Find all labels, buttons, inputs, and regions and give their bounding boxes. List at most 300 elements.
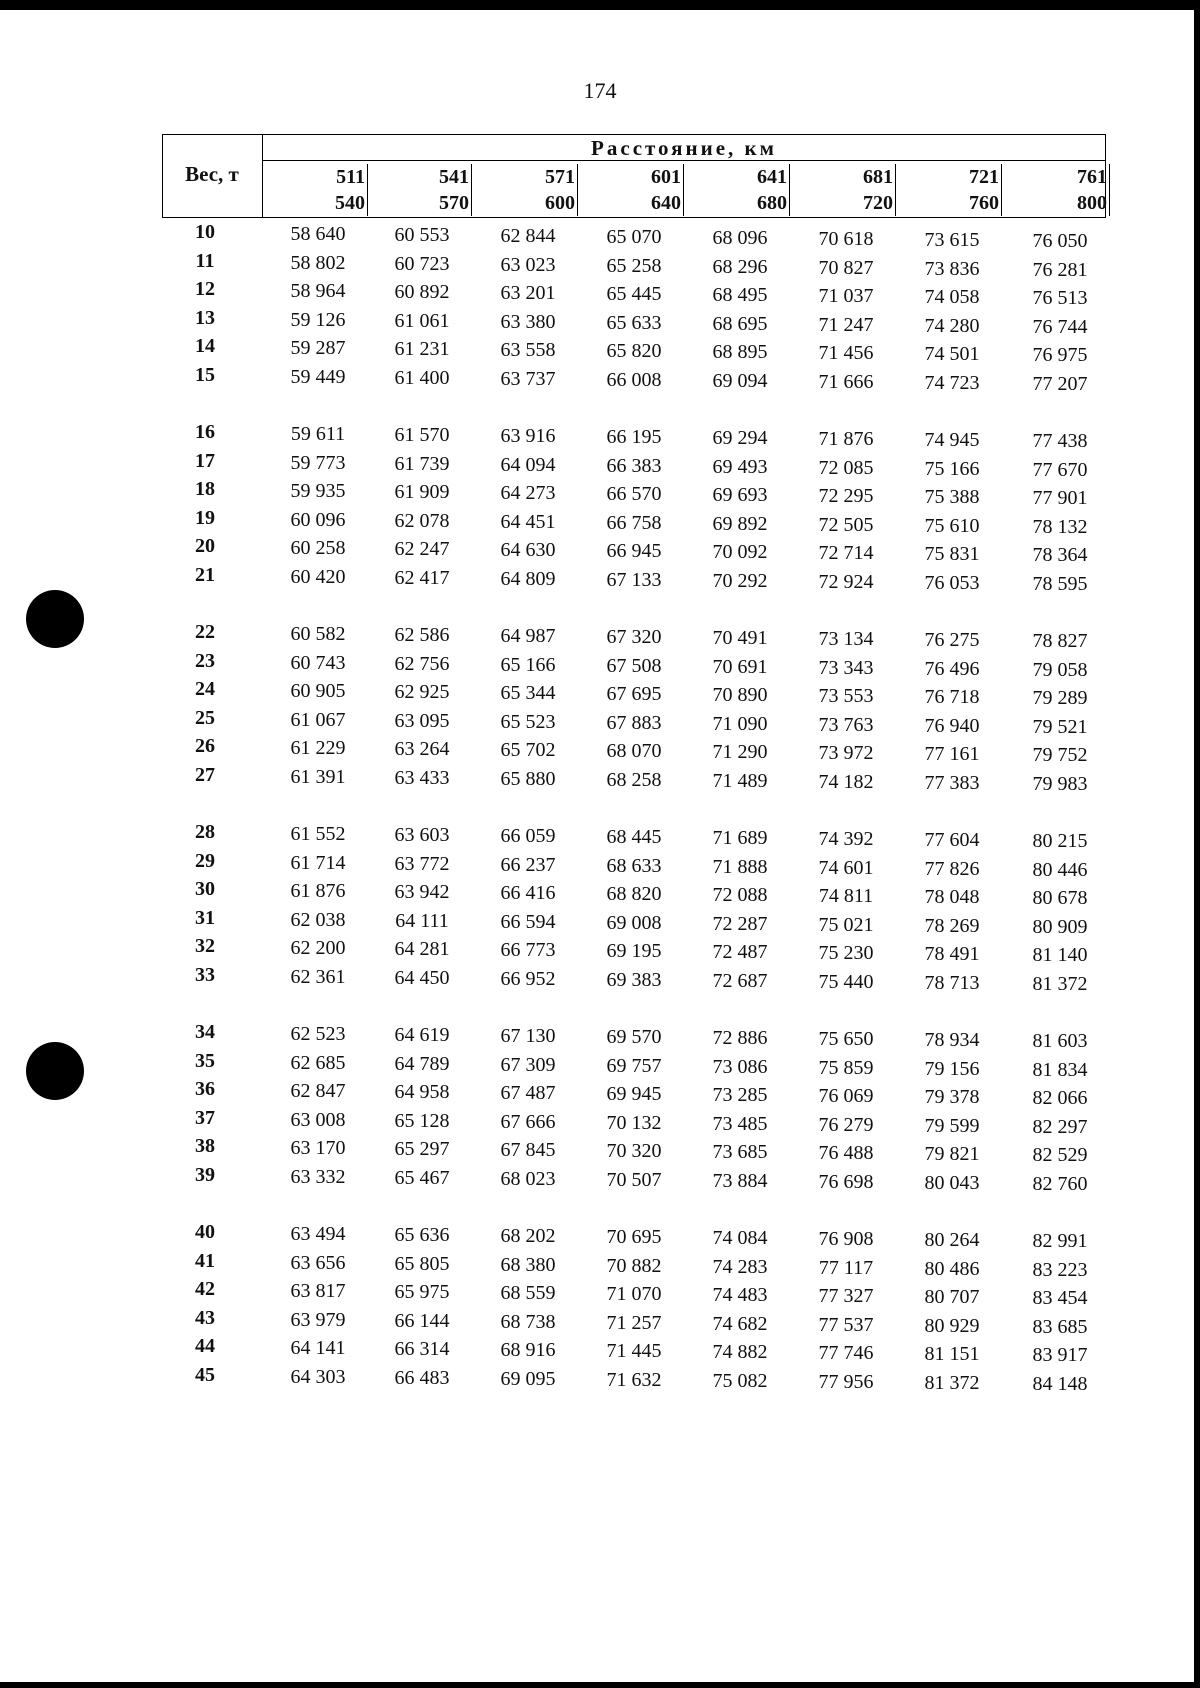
price-cell: 71 689 (712, 827, 768, 849)
price-cell: 74 601 (818, 856, 874, 879)
price-cell: 76 513 (1032, 287, 1088, 309)
price-cell: 79 821 (924, 1143, 980, 1165)
price-cell: 80 043 (924, 1171, 980, 1194)
price-cell: 63 737 (500, 367, 556, 390)
weight-cell: 26 (195, 735, 215, 757)
price-cell: 76 279 (818, 1113, 874, 1136)
scan-border-top (0, 0, 1200, 10)
price-cell: 68 820 (606, 883, 662, 905)
price-cell: 74 483 (712, 1284, 768, 1306)
price-cell: 68 445 (606, 826, 662, 848)
distance-range-header (1010, 164, 1110, 216)
price-cell: 78 491 (924, 943, 980, 965)
distance-range-header (690, 164, 790, 216)
weight-cell: 45 (195, 1363, 215, 1386)
price-cell: 80 264 (924, 1229, 980, 1251)
price-cell: 62 200 (290, 937, 346, 959)
price-cell: 71 290 (712, 741, 768, 763)
price-cell: 76 908 (818, 1228, 874, 1250)
price-cell: 63 380 (500, 310, 556, 333)
price-cell: 81 372 (1032, 972, 1088, 995)
price-cell: 73 884 (712, 1169, 768, 1192)
price-cell: 71 257 (606, 1311, 662, 1334)
price-cell: 68 096 (712, 227, 768, 249)
price-cell: 62 523 (290, 1023, 346, 1045)
price-cell: 61 909 (394, 481, 450, 503)
price-cell: 82 991 (1032, 1230, 1088, 1252)
price-cell: 71 037 (818, 285, 874, 307)
price-cell: 63 916 (500, 425, 556, 447)
price-cell: 79 378 (924, 1086, 980, 1108)
price-cell: 62 038 (290, 908, 346, 931)
price-cell: 69 493 (712, 455, 768, 478)
price-cell: 60 096 (290, 508, 346, 531)
price-cell: 76 069 (818, 1085, 874, 1107)
price-cell: 67 695 (606, 683, 662, 705)
price-cell: 61 739 (394, 452, 450, 475)
weight-cell: 33 (195, 963, 215, 986)
price-cell: 82 066 (1032, 1087, 1088, 1109)
scan-border-bottom (0, 1682, 1200, 1688)
price-cell: 76 281 (1032, 258, 1088, 281)
range-to: 640 (651, 192, 681, 214)
scan-border-right (1194, 0, 1200, 1688)
price-cell: 65 070 (606, 226, 662, 248)
range-to: 680 (757, 192, 787, 214)
weight-cell: 30 (195, 878, 215, 900)
price-cell: 75 440 (818, 970, 874, 993)
price-cell: 80 486 (924, 1257, 980, 1280)
price-cell: 64 619 (394, 1024, 450, 1046)
price-cell: 68 258 (606, 768, 662, 791)
price-cell: 82 529 (1032, 1144, 1088, 1166)
price-cell: 67 487 (500, 1082, 556, 1104)
price-cell: 65 880 (500, 767, 556, 790)
price-cell: 74 682 (712, 1312, 768, 1335)
price-cell: 63 201 (500, 282, 556, 304)
weight-cell: 39 (195, 1163, 215, 1186)
weight-cell: 23 (195, 649, 215, 672)
price-cell: 60 892 (394, 281, 450, 303)
range-from: 761 (1077, 166, 1107, 188)
price-cell: 64 958 (394, 1081, 450, 1103)
price-cell: 67 320 (606, 626, 662, 648)
price-cell: 63 942 (394, 881, 450, 903)
price-cell: 66 594 (500, 910, 556, 933)
price-cell: 75 082 (712, 1369, 768, 1392)
range-from: 511 (336, 166, 365, 188)
price-cell: 83 685 (1032, 1315, 1088, 1338)
price-cell: 58 964 (290, 280, 346, 302)
price-cell: 60 258 (290, 537, 346, 559)
price-cell: 76 698 (818, 1170, 874, 1193)
price-cell: 74 182 (818, 770, 874, 793)
price-cell: 76 744 (1032, 315, 1088, 338)
price-cell: 62 247 (394, 538, 450, 560)
weight-cell: 17 (195, 449, 215, 472)
price-cell: 63 008 (290, 1108, 346, 1131)
price-cell: 80 909 (1032, 915, 1088, 938)
price-cell: 69 095 (500, 1367, 556, 1390)
price-cell: 69 094 (712, 369, 768, 392)
price-cell: 68 916 (500, 1339, 556, 1361)
price-cell: 77 956 (818, 1370, 874, 1393)
price-cell: 63 603 (394, 824, 450, 846)
price-cell: 77 161 (924, 743, 980, 765)
price-cell: 74 283 (712, 1255, 768, 1278)
distance-range-header (584, 164, 684, 216)
price-cell: 79 058 (1032, 658, 1088, 681)
price-cell: 75 166 (924, 457, 980, 480)
price-cell: 67 133 (606, 568, 662, 591)
price-cell: 71 666 (818, 370, 874, 393)
punch-hole (26, 1042, 84, 1100)
price-cell: 61 229 (290, 737, 346, 759)
price-cell: 63 433 (394, 766, 450, 789)
price-cell: 68 695 (712, 312, 768, 335)
price-cell: 71 456 (818, 342, 874, 364)
price-cell: 67 130 (500, 1025, 556, 1047)
price-cell: 72 085 (818, 456, 874, 479)
price-cell: 69 383 (606, 968, 662, 991)
weight-cell: 44 (195, 1335, 215, 1357)
price-cell: 61 231 (394, 338, 450, 360)
price-cell: 60 582 (290, 623, 346, 645)
price-cell: 84 148 (1032, 1372, 1088, 1395)
price-cell: 68 559 (500, 1282, 556, 1304)
price-cell: 71 489 (712, 769, 768, 792)
price-cell: 63 023 (500, 253, 556, 276)
price-cell: 70 132 (606, 1111, 662, 1134)
weight-cell: 32 (195, 935, 215, 957)
price-cell: 77 826 (924, 857, 980, 880)
price-cell: 66 237 (500, 853, 556, 876)
price-cell: 64 281 (394, 938, 450, 960)
price-cell: 76 488 (818, 1142, 874, 1164)
price-cell: 75 650 (818, 1028, 874, 1050)
price-cell: 72 088 (712, 884, 768, 906)
price-cell: 64 987 (500, 625, 556, 647)
price-cell: 61 552 (290, 823, 346, 845)
price-cell: 62 417 (394, 566, 450, 589)
price-cell: 80 446 (1032, 858, 1088, 881)
price-cell: 76 718 (924, 686, 980, 708)
price-cell: 80 678 (1032, 887, 1088, 909)
price-cell: 73 553 (818, 685, 874, 707)
price-cell: 73 972 (818, 742, 874, 764)
price-cell: 63 170 (290, 1137, 346, 1159)
price-cell: 63 494 (290, 1223, 346, 1245)
price-cell: 65 702 (500, 739, 556, 761)
price-cell: 65 467 (394, 1166, 450, 1189)
price-cell: 75 859 (818, 1056, 874, 1079)
price-cell: 62 844 (500, 225, 556, 247)
price-cell: 62 361 (290, 965, 346, 988)
price-cell: 73 615 (924, 229, 980, 251)
price-cell: 74 280 (924, 314, 980, 337)
price-cell: 70 618 (818, 228, 874, 250)
distance-range-header (902, 164, 1002, 216)
price-cell: 58 640 (290, 223, 346, 245)
price-cell: 82 297 (1032, 1115, 1088, 1138)
price-cell: 62 847 (290, 1080, 346, 1102)
price-cell: 63 656 (290, 1251, 346, 1274)
price-cell: 66 773 (500, 939, 556, 961)
range-from: 541 (439, 166, 469, 188)
price-cell: 64 630 (500, 539, 556, 561)
price-cell: 61 067 (290, 708, 346, 731)
weight-cell: 19 (195, 506, 215, 529)
page-number: 174 (583, 78, 617, 103)
price-cell: 65 128 (394, 1109, 450, 1132)
range-to: 600 (545, 192, 575, 214)
price-cell: 64 094 (500, 453, 556, 476)
price-cell: 72 287 (712, 912, 768, 935)
price-cell: 62 685 (290, 1051, 346, 1074)
price-cell: 70 320 (606, 1140, 662, 1162)
price-cell: 71 247 (818, 313, 874, 336)
weight-cell: 34 (195, 1021, 215, 1043)
price-cell: 68 738 (500, 1310, 556, 1333)
weight-cell: 18 (195, 478, 215, 500)
price-cell: 66 144 (394, 1309, 450, 1332)
price-cell: 73 836 (924, 257, 980, 280)
price-cell: 69 195 (606, 940, 662, 962)
price-cell: 79 983 (1032, 772, 1088, 795)
price-cell: 70 507 (606, 1168, 662, 1191)
price-cell: 58 802 (290, 251, 346, 274)
price-cell: 70 827 (818, 256, 874, 279)
price-cell: 78 713 (924, 971, 980, 994)
price-cell: 80 929 (924, 1314, 980, 1337)
price-cell: 70 890 (712, 684, 768, 706)
distance-header: Расстояние, км (591, 136, 777, 160)
price-cell: 60 420 (290, 565, 346, 588)
price-cell: 79 156 (924, 1057, 980, 1080)
price-cell: 72 295 (818, 485, 874, 507)
price-cell: 81 372 (924, 1371, 980, 1394)
price-cell: 67 845 (500, 1139, 556, 1161)
weight-cell: 31 (195, 906, 215, 929)
weight-cell: 21 (195, 563, 215, 586)
price-cell: 81 151 (924, 1343, 980, 1365)
price-cell: 74 058 (924, 286, 980, 308)
price-cell: 78 132 (1032, 515, 1088, 538)
price-cell: 62 925 (394, 681, 450, 703)
price-cell: 66 314 (394, 1338, 450, 1360)
price-cell: 72 505 (818, 513, 874, 536)
weight-cell: 35 (195, 1049, 215, 1072)
price-cell: 75 021 (818, 913, 874, 936)
price-cell: 70 695 (606, 1226, 662, 1248)
price-cell: 69 945 (606, 1083, 662, 1105)
price-cell: 60 553 (394, 224, 450, 246)
price-cell: 64 809 (500, 567, 556, 590)
weight-cell: 22 (195, 621, 215, 643)
price-cell: 73 086 (712, 1055, 768, 1078)
price-cell: 70 092 (712, 541, 768, 563)
distance-range-header (796, 164, 896, 216)
price-cell: 61 876 (290, 880, 346, 902)
price-cell: 70 882 (606, 1254, 662, 1277)
price-cell: 63 264 (394, 738, 450, 760)
price-cell: 75 831 (924, 543, 980, 565)
price-cell: 65 297 (394, 1138, 450, 1160)
weight-column-header: Вес, т (185, 162, 239, 186)
price-cell: 59 449 (290, 365, 346, 388)
price-cell: 79 599 (924, 1114, 980, 1137)
price-cell: 69 294 (712, 427, 768, 449)
price-cell: 74 945 (924, 429, 980, 451)
price-cell: 77 670 (1032, 458, 1088, 481)
price-cell: 65 975 (394, 1281, 450, 1303)
range-from: 601 (651, 166, 681, 188)
price-cell: 68 070 (606, 740, 662, 762)
range-to: 800 (1077, 192, 1107, 214)
price-cell: 61 570 (394, 424, 450, 446)
range-from: 721 (969, 166, 999, 188)
price-cell: 78 364 (1032, 544, 1088, 566)
price-cell: 81 834 (1032, 1058, 1088, 1081)
price-cell: 71 090 (712, 712, 768, 735)
price-cell: 71 888 (712, 855, 768, 878)
price-cell: 61 061 (394, 309, 450, 332)
price-cell: 65 344 (500, 682, 556, 704)
price-cell: 64 273 (500, 482, 556, 504)
price-cell: 70 691 (712, 655, 768, 678)
price-cell: 65 633 (606, 311, 662, 334)
price-cell: 66 008 (606, 368, 662, 391)
price-cell: 74 084 (712, 1227, 768, 1249)
price-cell: 69 757 (606, 1054, 662, 1077)
price-cell: 68 202 (500, 1225, 556, 1247)
price-cell: 63 095 (394, 709, 450, 732)
price-cell: 62 586 (394, 624, 450, 646)
price-cell: 67 309 (500, 1053, 556, 1076)
weight-cell: 41 (195, 1249, 215, 1272)
weight-cell: 28 (195, 821, 215, 843)
range-to: 760 (969, 192, 999, 214)
weight-cell: 36 (195, 1078, 215, 1100)
price-cell: 74 811 (818, 885, 874, 907)
distance-range-header (478, 164, 578, 216)
price-cell: 59 287 (290, 337, 346, 359)
weight-cell: 15 (195, 363, 215, 386)
weight-cell: 24 (195, 678, 215, 700)
price-cell: 63 332 (290, 1165, 346, 1188)
price-cell: 78 595 (1032, 572, 1088, 595)
weight-cell: 16 (195, 421, 215, 443)
price-cell: 60 905 (290, 680, 346, 702)
price-cell: 77 117 (818, 1256, 874, 1279)
range-to: 570 (439, 192, 469, 214)
price-cell: 69 892 (712, 512, 768, 535)
price-cell: 59 773 (290, 451, 346, 474)
price-cell: 67 666 (500, 1110, 556, 1133)
price-cell: 77 438 (1032, 430, 1088, 452)
price-cell: 67 883 (606, 711, 662, 734)
price-cell: 76 053 (924, 571, 980, 594)
price-cell: 76 940 (924, 714, 980, 737)
price-cell: 59 935 (290, 480, 346, 502)
price-cell: 66 416 (500, 882, 556, 904)
price-cell: 61 714 (290, 851, 346, 874)
price-cell: 77 537 (818, 1313, 874, 1336)
price-cell: 73 285 (712, 1084, 768, 1106)
price-cell: 73 134 (818, 628, 874, 650)
punch-hole (26, 590, 84, 648)
price-cell: 68 633 (606, 854, 662, 877)
price-cell: 68 895 (712, 341, 768, 363)
price-cell: 67 508 (606, 654, 662, 677)
price-cell: 62 756 (394, 652, 450, 675)
weight-cell: 37 (195, 1106, 215, 1129)
range-to: 540 (335, 192, 365, 214)
range-from: 571 (545, 166, 575, 188)
price-cell: 60 743 (290, 651, 346, 674)
price-cell: 68 380 (500, 1253, 556, 1276)
price-cell: 72 886 (712, 1027, 768, 1049)
price-cell: 79 752 (1032, 744, 1088, 766)
price-cell: 73 485 (712, 1112, 768, 1135)
price-cell: 66 758 (606, 511, 662, 534)
price-cell: 75 230 (818, 942, 874, 964)
distance-range-header (372, 164, 472, 216)
price-cell: 72 924 (818, 570, 874, 593)
price-cell: 68 296 (712, 255, 768, 278)
price-cell: 59 611 (290, 423, 346, 445)
price-cell: 69 693 (712, 484, 768, 506)
price-cell: 74 723 (924, 371, 980, 394)
weight-cell: 43 (195, 1306, 215, 1329)
price-cell: 64 450 (394, 966, 450, 989)
price-cell: 65 820 (606, 340, 662, 362)
price-cell: 64 141 (290, 1337, 346, 1359)
price-cell: 75 388 (924, 486, 980, 508)
weight-cell: 42 (195, 1278, 215, 1300)
price-cell: 68 023 (500, 1167, 556, 1190)
price-cell: 78 934 (924, 1029, 980, 1051)
price-cell: 74 501 (924, 343, 980, 365)
price-cell: 70 292 (712, 569, 768, 592)
price-cell: 78 048 (924, 886, 980, 908)
price-cell: 81 603 (1032, 1030, 1088, 1052)
price-cell: 76 975 (1032, 344, 1088, 366)
price-cell: 66 483 (394, 1366, 450, 1389)
price-cell: 81 140 (1032, 944, 1088, 966)
range-to: 720 (863, 192, 893, 214)
price-cell: 66 195 (606, 426, 662, 448)
price-cell: 65 258 (606, 254, 662, 277)
price-cell: 66 383 (606, 454, 662, 477)
price-cell: 71 632 (606, 1368, 662, 1391)
price-cell: 83 454 (1032, 1287, 1088, 1309)
price-cell: 72 487 (712, 941, 768, 963)
range-from: 641 (757, 166, 787, 188)
weight-cell: 10 (195, 221, 215, 243)
price-cell: 69 008 (606, 911, 662, 934)
price-cell: 65 523 (500, 710, 556, 733)
price-cell: 61 400 (394, 366, 450, 389)
weight-cell: 12 (195, 278, 215, 300)
price-cell: 83 917 (1032, 1344, 1088, 1366)
price-cell: 68 495 (712, 284, 768, 306)
price-cell: 79 289 (1032, 687, 1088, 709)
weight-cell: 25 (195, 706, 215, 729)
price-cell: 65 445 (606, 283, 662, 305)
weight-cell: 13 (195, 306, 215, 329)
price-cell: 78 269 (924, 914, 980, 937)
